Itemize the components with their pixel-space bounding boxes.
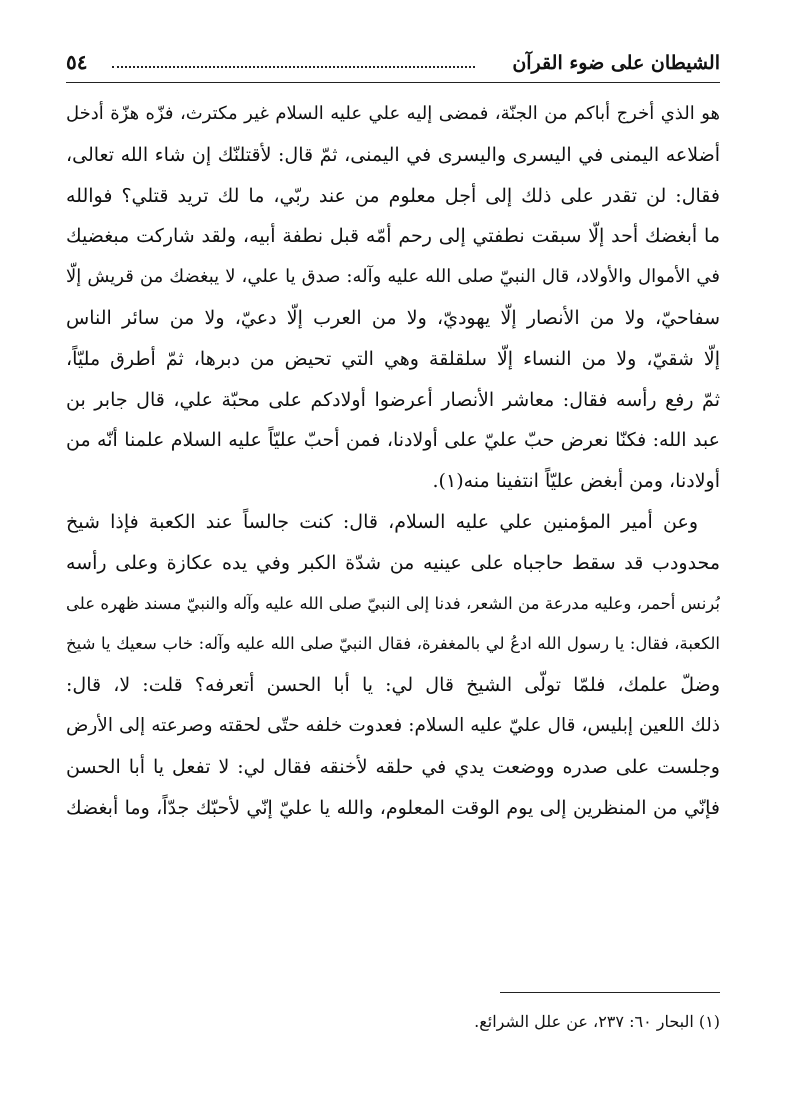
text-line: فإنّي من المنظرين إلى يوم الوقت المعلوم، والله يا عليّ إنّي لأحبّك جدّاً، وما أبغضك (66, 796, 720, 819)
text-line: ذلك اللعين إبليس، قال عليّ عليه السلام: فعدوت خلفه حتّى لحقته وصرعته إلى الأرض (66, 714, 720, 736)
text-line: ثمّ رفع رأسه فقال: معاشر الأنصار أعرضوا أولادكم على محبّة علي، قال جابر بن (66, 388, 720, 411)
footnote: (١) البحار ٦٠: ٢٣٧، عن علل الشرائع. (474, 1012, 720, 1031)
text-line: محدودب قد سقط حاجباه على عينيه من شدّة الكبر وفي يده عكازة وعلى رأسه (66, 551, 720, 574)
text-line: عبد الله: فكنّا نعرض حبّ عليّ على أولادنا، فمن أحبّ عليّاً عليه السلام علمنا أنّه من (66, 429, 720, 452)
footnote-rule (500, 992, 720, 993)
text-line: هو الذي أخرج أباكم من الجنّة، فمضى إليه علي عليه السلام غير مكترث، فزّه هزّة أدخل (66, 103, 720, 124)
text-line: في الأموال والأولاد، قال النبيّ صلى الله عليه وآله: صدق يا علي، لا يبغضك من قريش إلّا (66, 266, 720, 288)
text-line: الكعبة، فقال: يا رسول الله ادعُ لي بالمغفرة، فقال النبيّ صلى الله عليه وآله: خاب سعيك يا شيخ (66, 634, 720, 654)
header-dot-leader (112, 66, 475, 68)
text-line: فقال: لن تقدر على ذلك إلى أجل معلوم من عند ربّي، ما لك تريد قتلي؟ فوالله (66, 184, 720, 207)
text-line: بُرنس أحمر، وعليه مدرعة من الشعر، فدنا إلى النبيّ صلى الله عليه وآله والنبيّ مسند ظهره على (66, 593, 720, 613)
text-line: ما أبغضك أحد إلّا سبقت نطفتي إلى رحم أمّه قبل نطفة أبيه، ولقد شاركت مبغضيك (66, 225, 720, 248)
text-line: وعن أمير المؤمنين علي عليه السلام، قال: كنت جالساً عند الكعبة فإذا شيخ (66, 510, 698, 533)
text-line: إلّا شقيّ، ولا من النساء إلّا سلقلقة وهي التي تحيض من دبرها، ثمّ أطرق مليّاً، (66, 347, 720, 370)
text-line: أولادنا، ومن أبغض عليّاً انتفينا منه(١). (432, 470, 720, 493)
body-text (66, 94, 720, 828)
text-line: وجلست على صدره ووضعت يدي في حلقه لأخنقه فقال لي: لا تفعل يا أبا الحسن (66, 755, 720, 778)
page-header (66, 42, 720, 82)
running-title: الشيطان على ضوء القرآن (512, 52, 720, 74)
text-line: وضلّ علمك، فلمّا تولّى الشيخ قال لي: يا أبا الحسن أتعرفه؟ قلت: لا، قال: (66, 674, 720, 697)
page-number: ٥٤ (66, 50, 88, 74)
header-rule (66, 82, 720, 83)
text-line: سفاحيّ، ولا من الأنصار إلّا يهوديّ، ولا من العرب إلّا دعيّ، ولا من سائر الناس (66, 306, 720, 329)
text-line: أضلاعه اليمنى في اليسرى واليسرى في اليمنى، ثمّ قال: لأقتلنّك إن شاء الله تعالى، (66, 143, 720, 166)
